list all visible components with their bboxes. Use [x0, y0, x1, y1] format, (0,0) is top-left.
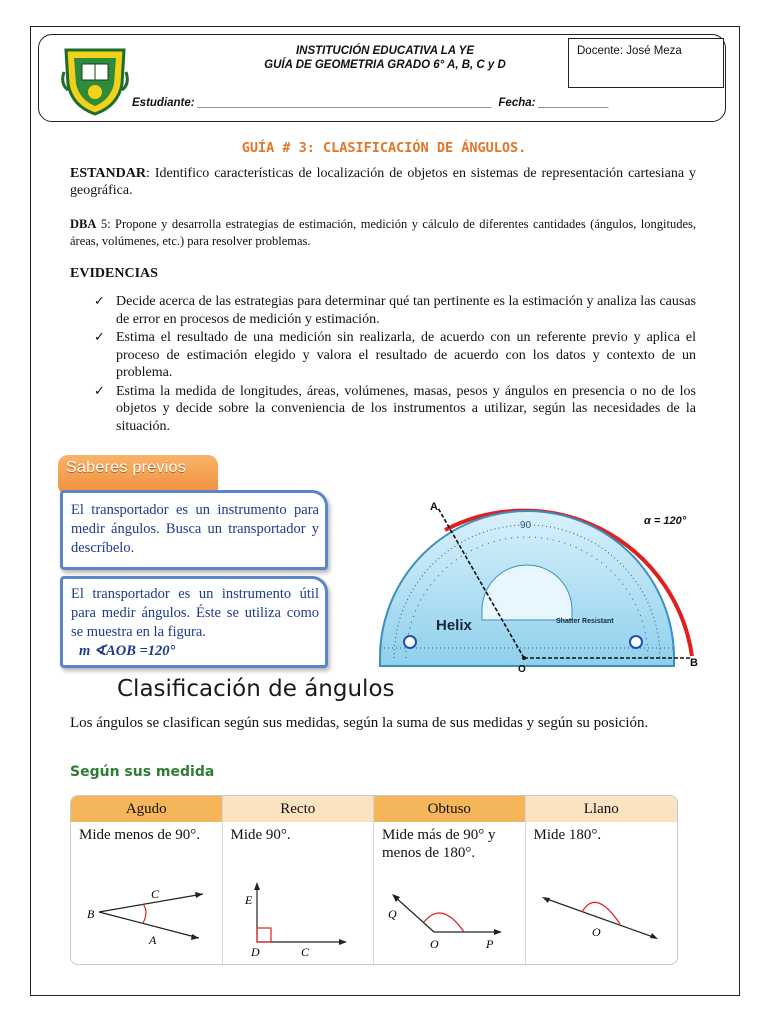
- angle-type-straight: [526, 796, 678, 964]
- school-shield-logo: [60, 44, 130, 116]
- classification-subtitle: Según sus medida: [70, 764, 215, 780]
- protractor-brand-sub: Shatter Resistant: [556, 618, 614, 625]
- angle-formula: m ∢AOB =120°: [79, 643, 176, 659]
- svg-text:B: B: [87, 907, 95, 921]
- dba-text: 5: Propone y desarrolla estrategias de estimación, medición y cálculo de diferentes cantidades (ángulos, longitudes, áreas, volúmenes, etc.) para resolver problemas.: [70, 217, 696, 248]
- guide-grade: GUÍA DE GEOMETRIA GRADO 6° A, B, C y D: [264, 59, 506, 71]
- svg-text:Q: Q: [388, 907, 397, 921]
- svg-text:C: C: [151, 887, 160, 901]
- svg-text:A: A: [149, 933, 157, 947]
- standard-text: : Identifico características de localización de objetos en sistemas de representación cartesiana y geográfica.: [70, 166, 696, 198]
- evidences-list: [94, 293, 696, 436]
- angle-type-acute: [71, 796, 223, 964]
- guide-title: GUÍA # 3: CLASIFICACIÓN DE ÁNGULOS.: [241, 140, 527, 156]
- institution-name: INSTITUCIÓN EDUCATIVA LA YE: [295, 45, 475, 57]
- angle-type-name: Llano: [526, 796, 678, 822]
- institution-title: [220, 44, 550, 72]
- evidence-item: ✓ Estima el resultado de una medición sin realizarla, de acuerdo con un referente previo y aplica el proceso de estimación elegido y valora el resultado de acuerdo con los datos y contexto de un problema.: [94, 330, 696, 380]
- point-a-label: A: [430, 501, 438, 513]
- svg-text:O: O: [591, 925, 601, 939]
- checkmark-icon: ✓: [94, 294, 105, 309]
- acute-angle-figure: [71, 882, 223, 960]
- svg-text:C: C: [300, 945, 309, 959]
- checkmark-icon: ✓: [94, 330, 105, 345]
- tick-90-label: 90: [520, 520, 532, 531]
- standard-paragraph: [70, 165, 696, 199]
- teacher-box: [568, 38, 724, 88]
- saberes-previos-tab: [58, 455, 218, 495]
- angle-type-desc: Mide más de 90° y menos de 180°.: [382, 827, 496, 861]
- angle-type-desc: Mide 180°.: [533, 827, 602, 843]
- angle-type-obtuse: [374, 796, 526, 964]
- straight-angle-figure: [526, 882, 678, 960]
- svg-text:D: D: [250, 945, 260, 959]
- protractor-figure: [360, 470, 720, 680]
- explanation-text: El transportador es un instrumento útil para medir ángulos. Éste se utiliza como se muestra en la figura.: [71, 586, 319, 640]
- protractor-brand: Helix: [436, 617, 472, 634]
- angle-type-name: Obtuso: [374, 796, 525, 822]
- student-date-line[interactable]: Estudiante: ______________________________________________ Fecha: ___________: [132, 97, 610, 109]
- svg-text:O: O: [430, 937, 439, 951]
- angle-types-table: [70, 795, 678, 965]
- standard-label: ESTANDAR: [70, 166, 146, 181]
- dba-paragraph: [70, 216, 696, 250]
- angle-type-name: Recto: [223, 796, 374, 822]
- angle-type-desc: Mide menos de 90°.: [79, 827, 200, 843]
- classification-title: Clasificación de ángulos: [117, 676, 395, 702]
- checkmark-icon: ✓: [94, 383, 105, 399]
- dba-label: DBA: [70, 217, 97, 231]
- svg-text:E: E: [244, 893, 252, 907]
- alpha-angle-label: α = 120°: [644, 515, 687, 527]
- point-o-label: O: [518, 664, 526, 675]
- evidence-item: ✓ Decide acerca de las estrategias para determinar qué tan pertinente es la estimación y analiza las causas de error en procesos de medición y estimación.: [94, 294, 696, 327]
- angle-type-desc: Mide 90°.: [230, 827, 291, 843]
- svg-text:P: P: [486, 937, 494, 951]
- angle-type-right: [223, 796, 375, 964]
- right-angle-figure: [223, 882, 375, 960]
- activity-box: [60, 490, 328, 570]
- angle-type-name: Agudo: [71, 796, 222, 822]
- classification-intro: Los ángulos se clasifican según sus medidas, según la suma de sus medidas y según su posición.: [70, 715, 649, 731]
- point-b-label: B: [690, 657, 698, 669]
- evidence-item: ✓ Estima la medida de longitudes, áreas, volúmenes, masas, pesos y ángulos en presencia o no de los objetos y decide sobre la conveniencia de los instrumentos a utilizar, según las necesidades de la situación.: [94, 383, 696, 434]
- explanation-box: [60, 576, 328, 668]
- teacher-label: Docente: José Meza: [577, 45, 682, 57]
- obtuse-angle-figure: [374, 882, 526, 960]
- saberes-previos-label: Saberes previos: [66, 459, 187, 476]
- activity-text: El transportador es un instrumento para medir ángulos. Busca un transportador y descríbelo.: [71, 502, 319, 556]
- evidences-title: EVIDENCIAS: [70, 266, 158, 281]
